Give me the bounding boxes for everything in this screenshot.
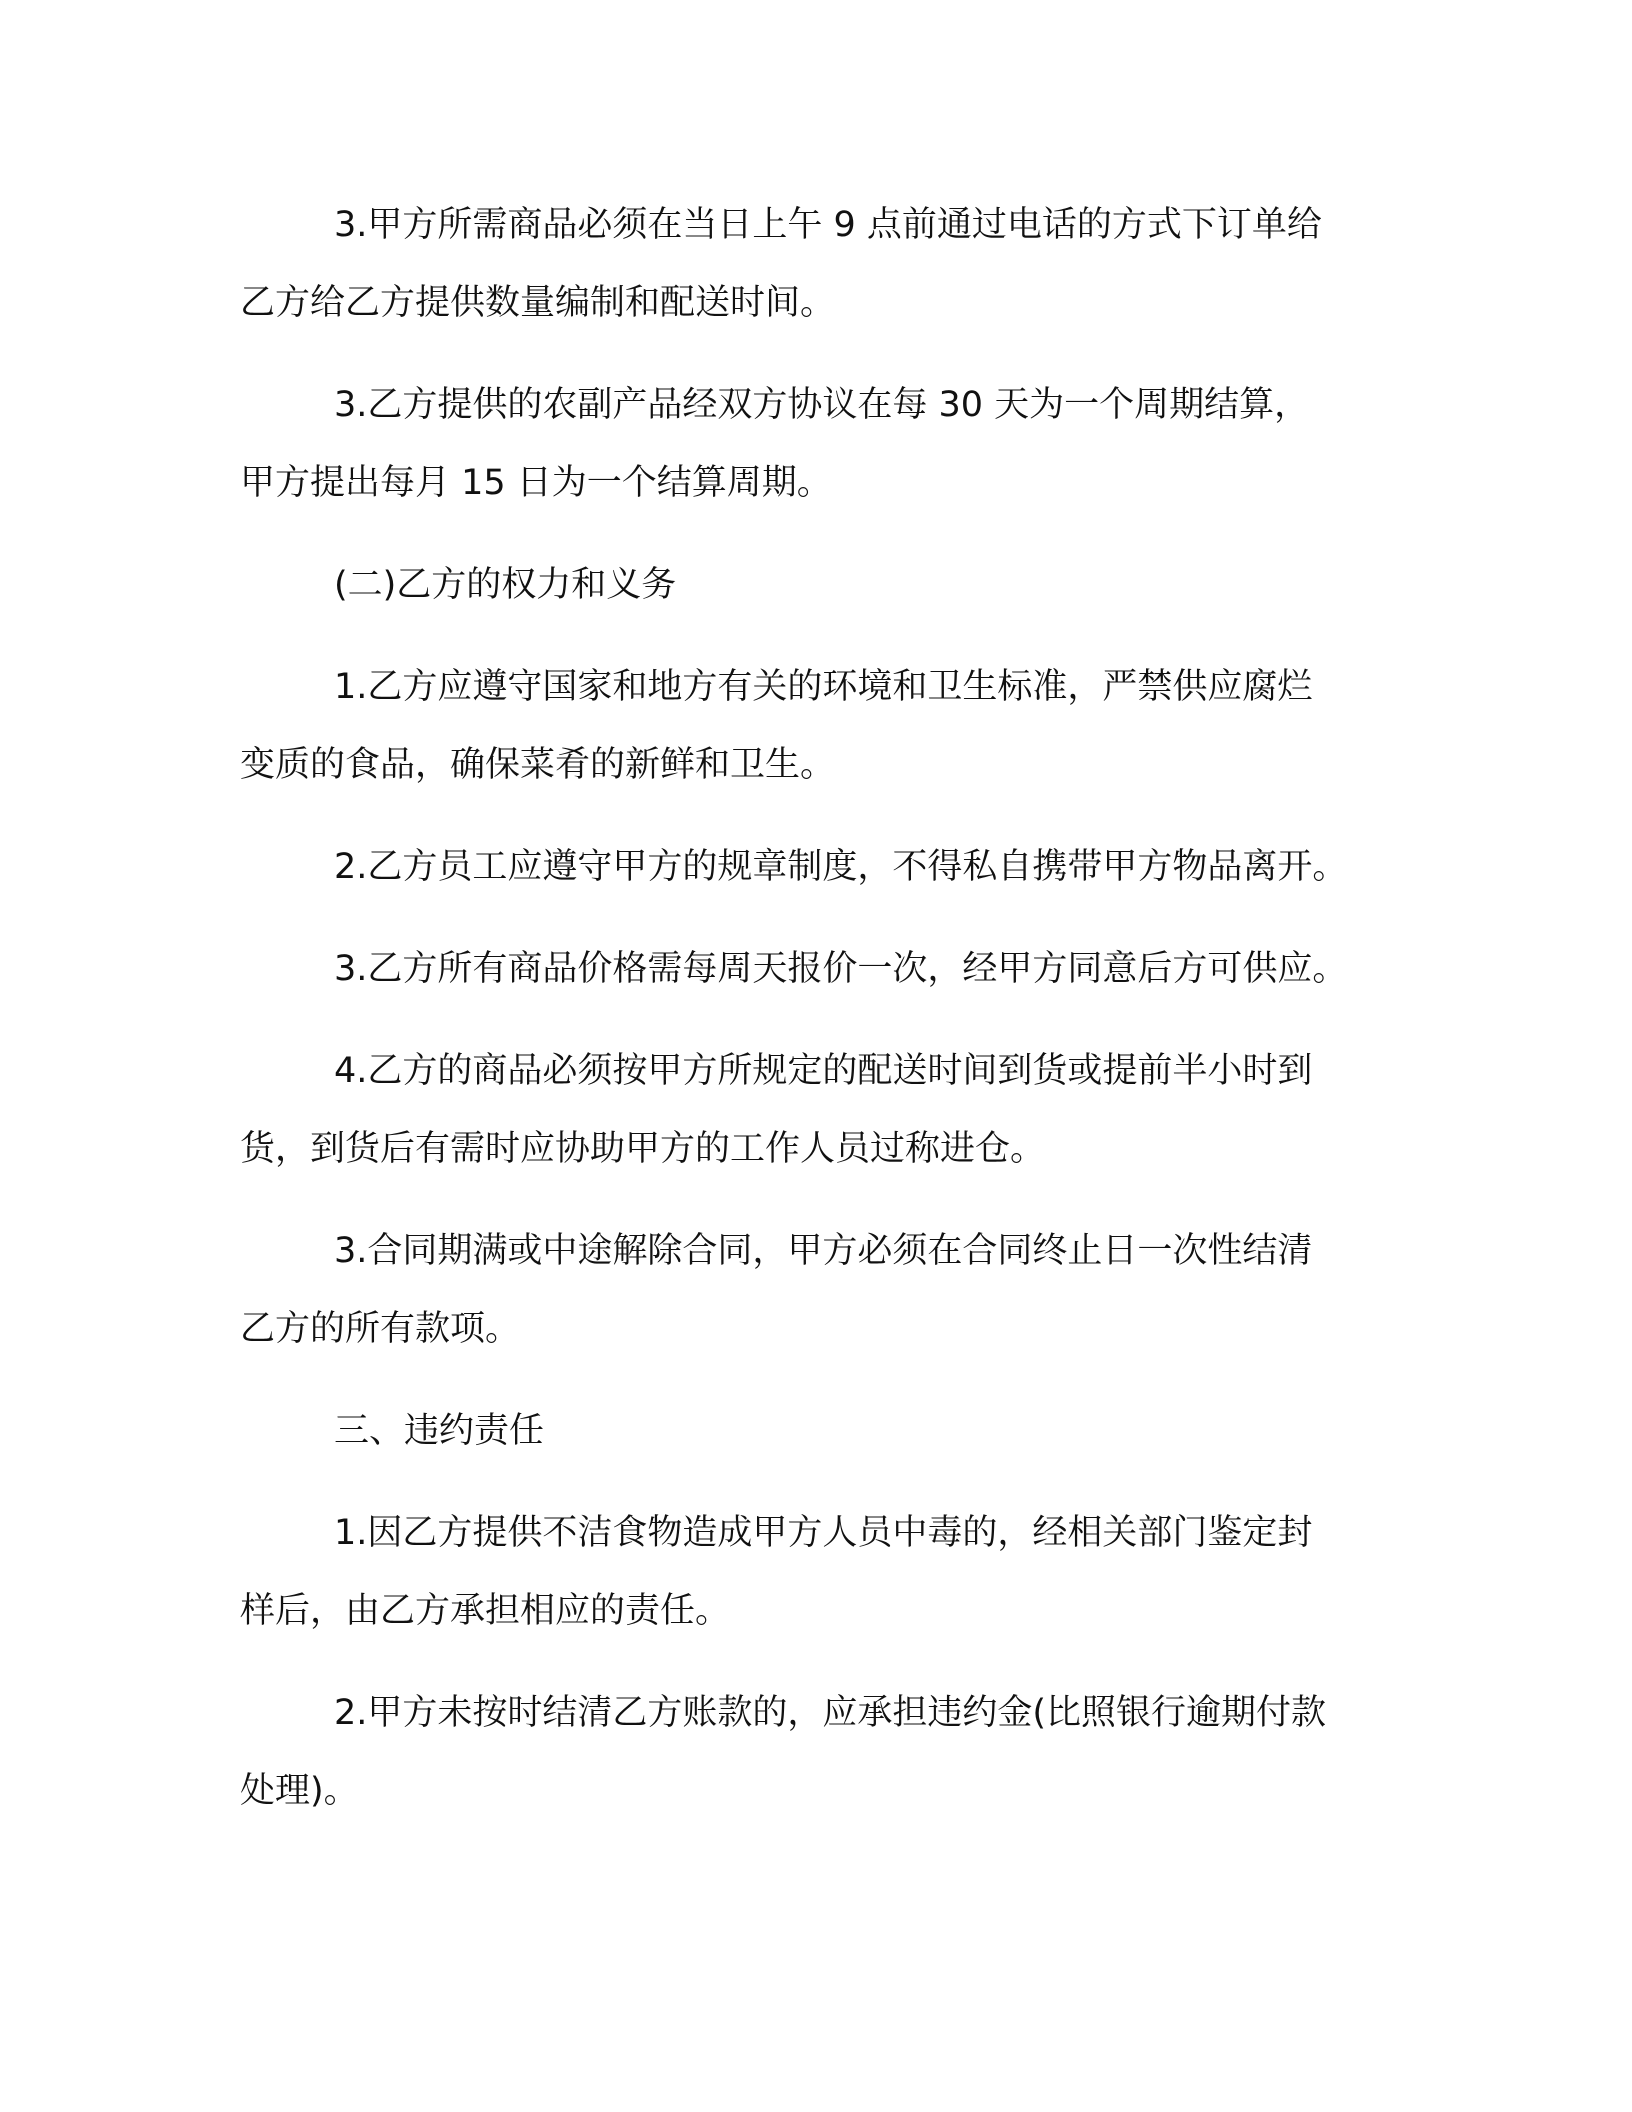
paragraph-line: 3.合同期满或中途解除合同，甲方必须在合同终止日一次性结清 <box>334 1231 1313 1271</box>
section-heading-line: (二)乙方的权力和义务 <box>334 565 677 605</box>
paragraph-line: 3.乙方提供的农副产品经双方协议在每 30 天为一个周期结算， <box>334 385 1310 425</box>
paragraph-line: 3.甲方所需商品必须在当日上午 9 点前通过电话的方式下订单给 <box>334 205 1322 245</box>
paragraph-line: 2.乙方员工应遵守甲方的规章制度，不得私自携带甲方物品离开。 <box>334 847 1348 887</box>
section-heading-party-b-rights <box>240 546 1400 624</box>
paragraph-line: 甲方提出每月 15 日为一个结算周期。 <box>240 463 832 503</box>
paragraph-order-deadline <box>240 186 1400 342</box>
paragraph-contract-termination <box>240 1212 1400 1368</box>
paragraph-line: 变质的食品，确保菜肴的新鲜和卫生。 <box>240 745 836 785</box>
paragraph-delivery-time <box>240 1032 1400 1188</box>
paragraph-weekly-pricing <box>240 930 1400 1008</box>
paragraph-line: 4.乙方的商品必须按甲方所规定的配送时间到货或提前半小时到 <box>334 1051 1313 1091</box>
section-heading-line: 三、违约责任 <box>334 1411 545 1451</box>
paragraph-line: 乙方的所有款项。 <box>240 1309 521 1349</box>
paragraph-line: 3.乙方所有商品价格需每周天报价一次，经甲方同意后方可供应。 <box>334 949 1348 989</box>
paragraph-line: 货，到货后有需时应协助甲方的工作人员过称进仓。 <box>240 1129 1046 1169</box>
paragraph-line: 2.甲方未按时结清乙方账款的，应承担违约金(比照银行逾期付款 <box>334 1693 1327 1733</box>
paragraph-food-poisoning-liability <box>240 1494 1400 1650</box>
paragraph-line: 处理)。 <box>240 1771 359 1811</box>
paragraph-staff-rules <box>240 828 1400 906</box>
paragraph-settlement-cycle <box>240 366 1400 522</box>
section-heading-breach-liability <box>240 1392 1400 1470</box>
paragraph-line: 1.乙方应遵守国家和地方有关的环境和卫生标准，严禁供应腐烂 <box>334 667 1313 707</box>
paragraph-line: 样后，由乙方承担相应的责任。 <box>240 1591 731 1631</box>
paragraph-late-payment-penalty <box>240 1674 1400 1830</box>
document-body <box>240 186 1400 1854</box>
paragraph-hygiene-standards <box>240 648 1400 804</box>
paragraph-line: 1.因乙方提供不洁食物造成甲方人员中毒的，经相关部门鉴定封 <box>334 1513 1313 1553</box>
paragraph-line: 乙方给乙方提供数量编制和配送时间。 <box>240 283 836 323</box>
